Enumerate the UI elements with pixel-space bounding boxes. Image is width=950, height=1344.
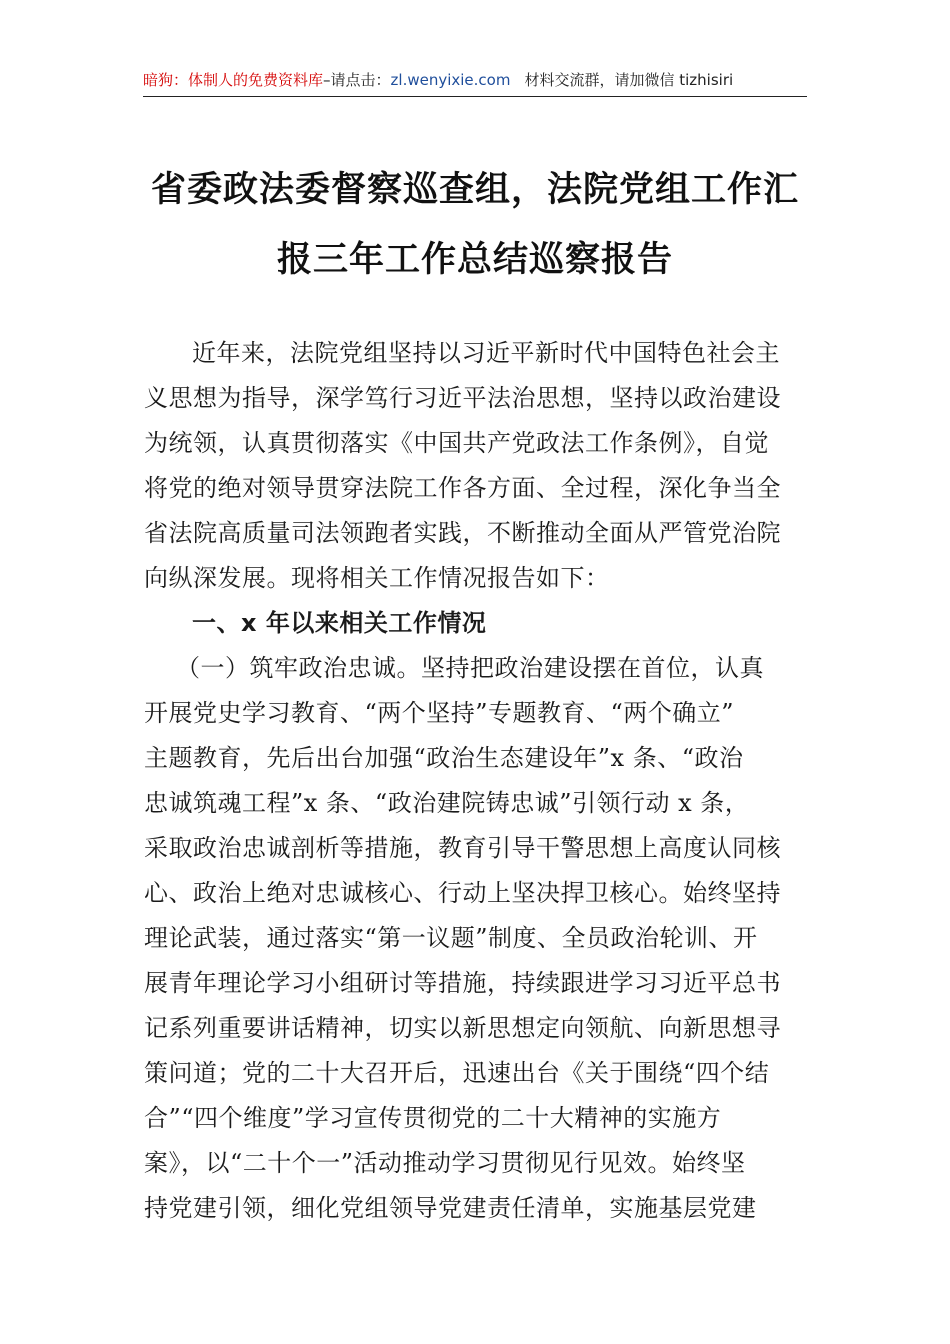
contact-text: 材料交流群，请加微信 tizhisiri	[524, 71, 734, 89]
text-line: 向纵深发展。现将相关工作情况报告如下：	[144, 564, 610, 592]
text-line: 主题教育，先后出台加强“政治生态建设年”x 条、“政治	[144, 744, 744, 772]
text-line: 为统领，认真贯彻落实《中国共产党政法工作条例》，自觉	[144, 429, 769, 457]
section-paragraph	[144, 646, 809, 1231]
intro-paragraph	[144, 331, 809, 601]
click-prompt: –请点击：	[323, 71, 391, 89]
text-line: 理论武装，通过落实“第一议题”制度、全员政治轮训、开	[144, 924, 758, 952]
text-line: 案》，以“二十个一”活动推动学习贯彻见行见效。始终坚	[144, 1149, 746, 1177]
watermark-header	[143, 64, 807, 97]
text-line: 忠诚筑魂工程”x 条、“政治建院铸忠诚”引领行动 x 条，	[144, 789, 750, 817]
text-line: 心、政治上绝对忠诚核心、行动上坚决捍卫核心。始终坚持	[144, 879, 781, 907]
text-line: 合”“四个维度”学习宣传贯彻党的二十大精神的实施方	[144, 1104, 722, 1132]
text-line: （一）筑牢政治忠诚。坚持把政治建设摆在首位，认真	[176, 654, 764, 682]
text-line: 省法院高质量司法领跑者实践，不断推动全面从严管党治院	[144, 519, 781, 547]
text-line: 策问道；党的二十大召开后，迅速出台《关于围绕“四个结	[144, 1059, 770, 1087]
text-line: 近年来，法院党组坚持以习近平新时代中国特色社会主	[192, 339, 780, 367]
document-title-line-2: 报三年工作总结巡察报告	[276, 240, 673, 280]
text-line: 展青年理论学习小组研讨等措施，持续跟进学习习近平总书	[144, 969, 781, 997]
text-line: 义思想为指导，深学笃行习近平法治思想，坚持以政治建设	[144, 384, 781, 412]
document-title-line-1: 省委政法委督察巡查组，法院党组工作汇	[150, 170, 799, 210]
source-url-link[interactable]: zl.wenyixie.com	[390, 71, 511, 89]
text-line: 将党的绝对领导贯穿法院工作各方面、全过程，深化争当全	[144, 474, 781, 502]
text-line: 采取政治忠诚剖析等措施，教育引导干警思想上高度认同核	[144, 834, 781, 862]
source-label: 暗狗：体制人的免费资料库	[143, 71, 324, 89]
text-line: 开展党史学习教育、“两个坚持”专题教育、“两个确立”	[144, 699, 735, 727]
section-heading: 一、x 年以来相关工作情况	[192, 609, 487, 637]
text-line: 持党建引领，细化党组领导党建责任清单，实施基层党建	[144, 1194, 757, 1222]
text-line: 记系列重要讲话精神，切实以新思想定向领航、向新思想寻	[144, 1014, 781, 1042]
